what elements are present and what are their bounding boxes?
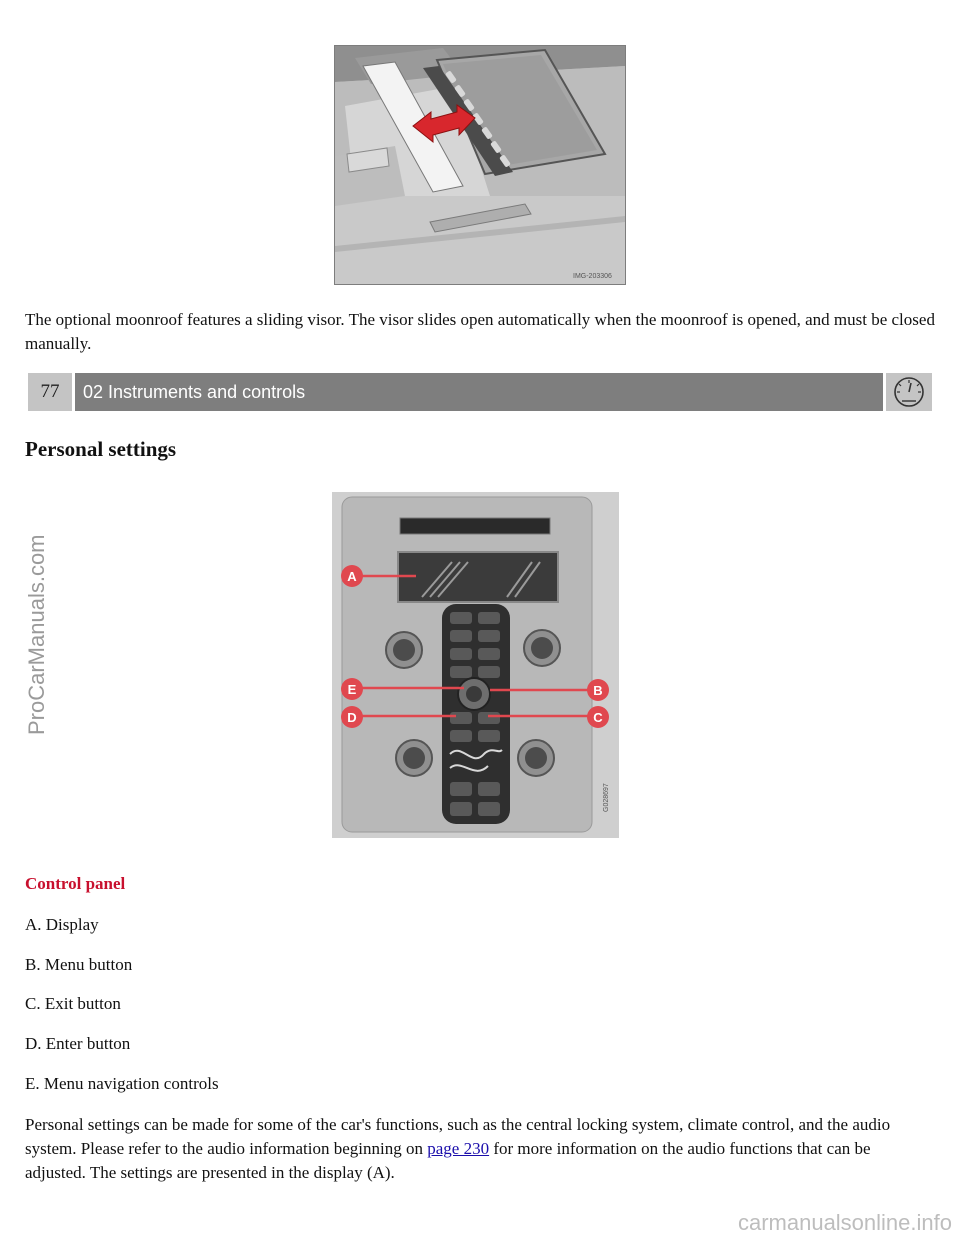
figure-caption: Control panel [25, 874, 126, 893]
callout-d: D [347, 710, 357, 725]
legend-item-d: D. Enter button [25, 1034, 131, 1053]
gauge-icon [886, 373, 932, 411]
section-title: 02 Instruments and controls [75, 373, 883, 411]
callout-a: A [347, 569, 357, 584]
footer-watermark: carmanualsonline.info [737, 1210, 952, 1235]
panel-image-tag: G028697 [603, 783, 610, 812]
side-watermark: ProCarManuals.com [24, 534, 49, 735]
body-text-start: Personal settings can be made for some of the car's functions, such as the central locking system, climate control, and the audio system. Please refer to the audio information beginning on [25, 1115, 891, 1158]
page-number: 77 [28, 373, 72, 411]
moonroof-visor-illustration [334, 45, 626, 285]
image-tag: IMG-203306 [573, 273, 612, 280]
callout-b: B [593, 683, 603, 698]
intro-paragraph: The optional moonroof features a sliding visor. The visor slides open automatically when the moonroof is opened, and must be closed manually. [25, 310, 935, 353]
body-text-end: for more information on the audio functions that can be adjusted. The settings are presented in the display (A). [25, 1139, 871, 1182]
section-header [28, 373, 932, 411]
callout-c: C [593, 710, 603, 725]
control-panel-illustration [332, 492, 619, 838]
moonroof-visor-drawing [335, 46, 625, 284]
callout-e: E [347, 682, 357, 697]
control-panel-drawing [332, 492, 619, 838]
legend-item-c: C. Exit button [25, 994, 121, 1013]
legend-item-b: B. Menu button [25, 955, 133, 974]
body-paragraph [25, 1113, 935, 1185]
page-heading: Personal settings [25, 437, 177, 461]
legend-item-a: A. Display [25, 915, 99, 934]
page-230-link[interactable]: page 230 [427, 1139, 490, 1158]
legend-item-e: E. Menu navigation controls [25, 1074, 219, 1093]
